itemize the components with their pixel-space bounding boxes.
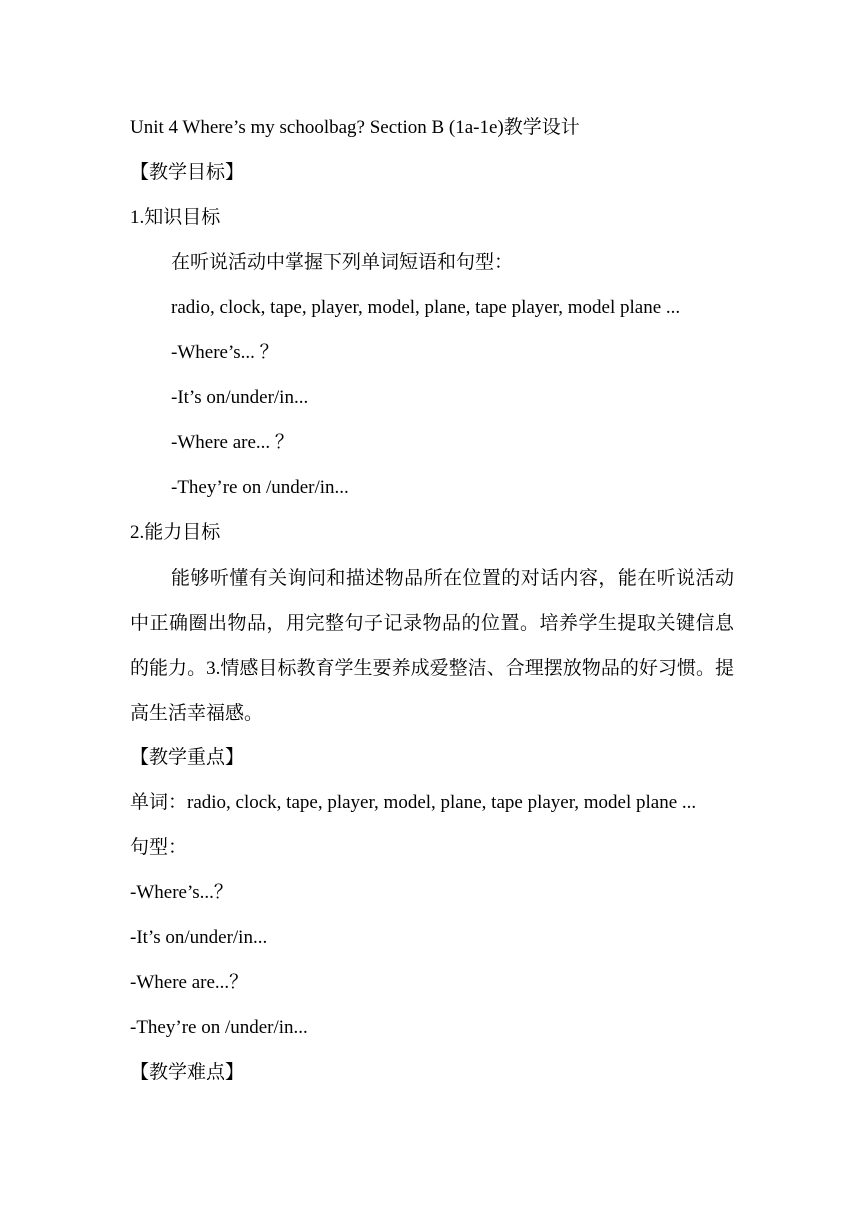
key-words-line: 单词：radio, clock, tape, player, model, plane, tape player, model plane ... bbox=[130, 792, 697, 813]
section-heading-difficulties: 【教学难点】 bbox=[130, 1062, 245, 1083]
subheading-ability-objectives: 2.能力目标 bbox=[130, 522, 221, 543]
section-heading-objectives: 【教学目标】 bbox=[130, 162, 245, 183]
subheading-knowledge-objectives: 1.知识目标 bbox=[130, 207, 221, 228]
key-sentence: -Where are...？ bbox=[130, 972, 249, 993]
vocabulary-line: radio, clock, tape, player, model, plane, tape player, model plane ... bbox=[171, 297, 681, 318]
key-sentence: -Where’s...？ bbox=[130, 882, 233, 903]
key-sentence: -They’re on /under/in... bbox=[130, 1017, 308, 1038]
sentence-pattern: -Where’s... ？ bbox=[171, 342, 279, 363]
ability-paragraph: 能够听懂有关询问和描述物品所在位置的对话内容，能在听说活动中正确圈出物品，用完整句子记录物品的位置。培养学生提取关键信息的能力。3.情感目标教育学生要养成爱整洁、合理摆放物品的好习惯。提高生活幸福感。 bbox=[130, 568, 734, 724]
knowledge-intro: 在听说活动中掌握下列单词短语和句型： bbox=[171, 252, 514, 273]
section-heading-key-points: 【教学重点】 bbox=[130, 747, 245, 768]
key-sentence: -It’s on/under/in... bbox=[130, 927, 268, 948]
document-title: Unit 4 Where’s my schoolbag? Section B (1a-1e)教学设计 bbox=[130, 117, 580, 138]
key-sentences-label: 句型： bbox=[130, 837, 188, 858]
sentence-pattern: -It’s on/under/in... bbox=[171, 387, 309, 408]
sentence-pattern: -They’re on /under/in... bbox=[171, 477, 349, 498]
sentence-pattern: -Where are... ？ bbox=[171, 432, 294, 453]
